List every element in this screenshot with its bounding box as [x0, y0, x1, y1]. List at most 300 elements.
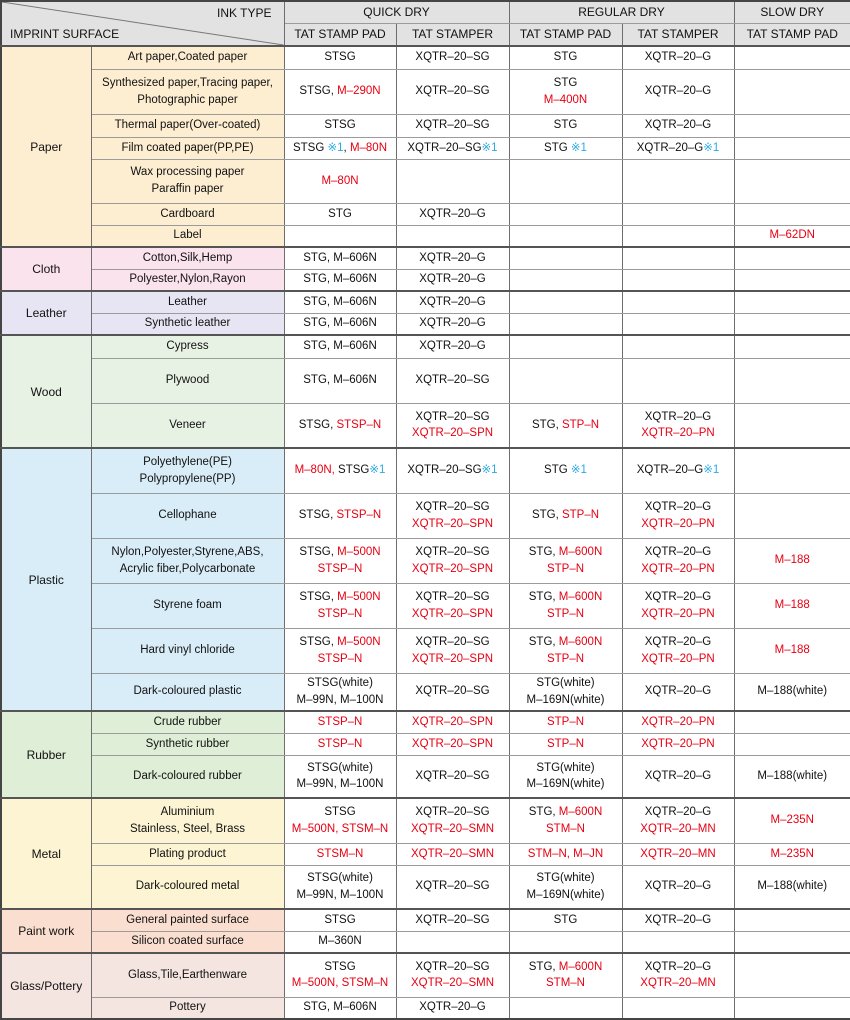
- surface-label: Plating product: [149, 847, 226, 860]
- surface-label: Synthesized paper,Tracing paper,: [102, 76, 273, 89]
- ink-cell: [734, 114, 850, 137]
- ink-cell: [284, 909, 396, 931]
- ink-cell: [734, 909, 850, 931]
- surface-label: Dark-coloured metal: [135, 880, 240, 893]
- surface-label: Silicon coated surface: [131, 935, 244, 948]
- ink-code: STG, M–606N: [303, 340, 377, 353]
- ink-code: XQTR–20–SPN: [411, 737, 494, 750]
- ink-code: STSG,: [298, 509, 337, 522]
- surface-cell: [91, 931, 284, 953]
- ink-cell: [396, 798, 509, 843]
- ink-cell: [622, 865, 734, 909]
- table-row: [1, 798, 850, 843]
- ink-code: STSG: [324, 51, 356, 64]
- ink-cell: [284, 159, 396, 203]
- ink-code: M–188: [774, 644, 810, 657]
- ink-code: M–600N: [558, 545, 603, 558]
- ink-code: STSG(white): [307, 761, 373, 774]
- surface-label: Photographic paper: [137, 93, 238, 106]
- ink-code: STG: [553, 76, 578, 89]
- ink-cell: [734, 159, 850, 203]
- ink-code: XQTR–20–SG: [415, 913, 490, 926]
- ink-cell: [622, 137, 734, 159]
- subcol-slow-dry-stamp-pad: TAT STAMP PAD: [734, 23, 850, 46]
- ink-cell: [284, 628, 396, 673]
- table-row: [1, 755, 850, 798]
- ink-cell: [396, 313, 509, 335]
- surface-label: Glass,Tile,Earthenware: [127, 968, 248, 981]
- ink-code: XQTR–20–SPN: [411, 652, 494, 665]
- ink-cell: [622, 159, 734, 203]
- ink-code: STP–N: [561, 418, 600, 431]
- ink-cell: [734, 493, 850, 538]
- ink-code: STG: [553, 51, 578, 64]
- ink-code: XQTR–20–G: [644, 806, 712, 819]
- ink-code: XQTR–20–SG: [415, 500, 490, 513]
- ink-code: XQTR–20–SMN: [410, 977, 495, 990]
- surface-cell: [91, 909, 284, 931]
- ink-code: STG, M–606N: [303, 251, 377, 264]
- ink-code: M–235N: [770, 814, 814, 827]
- ink-code: XQTR–20–G: [644, 51, 712, 64]
- ink-code: STG, M–606N: [303, 273, 377, 286]
- ink-cell: [396, 114, 509, 137]
- surface-label: General painted surface: [126, 913, 249, 926]
- ink-code: STSG(white): [307, 872, 373, 885]
- ink-code: M–62DN: [769, 229, 815, 242]
- ink-cell: [396, 247, 509, 269]
- ink-cell: [509, 69, 622, 114]
- category-rubber: Rubber: [1, 711, 91, 798]
- ink-code: ※1: [327, 141, 344, 154]
- table-body: [1, 46, 850, 1019]
- ink-cell: [396, 733, 509, 755]
- ink-cell: [509, 448, 622, 493]
- table-row: [1, 247, 850, 269]
- table-row: [1, 335, 850, 358]
- ink-cell: [284, 931, 396, 953]
- ink-code: M–235N: [770, 847, 814, 860]
- surface-cell: [91, 755, 284, 798]
- ink-code: ※1: [570, 464, 587, 477]
- ink-cell: [509, 953, 622, 997]
- ink-cell: [509, 997, 622, 1019]
- ink-code: XQTR–20–SG: [415, 685, 490, 698]
- ink-code: STG(white): [536, 872, 595, 885]
- ink-code: M–600N: [558, 960, 603, 973]
- ink-code: STG,: [528, 806, 559, 819]
- ink-cell: [284, 46, 396, 69]
- table-row: [1, 403, 850, 448]
- ink-cell: [622, 843, 734, 865]
- ink-code: STM–N: [546, 977, 585, 990]
- ink-cell: [396, 673, 509, 711]
- ink-code: XQTR–20–SG: [415, 590, 490, 603]
- subcol-regular-dry-stamper: TAT STAMPER: [622, 23, 734, 46]
- subcol-quick-dry-stamp-pad: TAT STAMP PAD: [284, 23, 396, 46]
- table-row: [1, 69, 850, 114]
- surface-cell: [91, 269, 284, 291]
- ink-cell: [622, 403, 734, 448]
- ink-code: XQTR–20–PN: [641, 517, 715, 530]
- ink-cell: [734, 798, 850, 843]
- ink-code: M–500N: [337, 545, 381, 558]
- ink-code: XQTR–20–G: [644, 590, 712, 603]
- ink-code: STP–N: [546, 607, 585, 620]
- ink-code: STP–N: [546, 715, 585, 728]
- ink-cell: [509, 733, 622, 755]
- ink-code: STG: [544, 464, 571, 477]
- ink-code: XQTR–20–G: [644, 913, 712, 926]
- ink-cell: [622, 538, 734, 583]
- ink-code: XQTR–20–G: [644, 960, 712, 973]
- ink-cell: [509, 137, 622, 159]
- ink-code: STP–N: [561, 509, 600, 522]
- surface-label: Styrene foam: [153, 599, 222, 612]
- surface-label: Thermal paper(Over-coated): [114, 119, 261, 132]
- surface-cell: [91, 46, 284, 69]
- ink-cell: [734, 225, 850, 247]
- ink-code: M–500N, STSM–N: [291, 977, 389, 990]
- ink-cell: [509, 538, 622, 583]
- ink-cell: [734, 843, 850, 865]
- ink-code: ※1: [481, 141, 498, 154]
- col-group-slow-dry: SLOW DRY: [734, 1, 850, 23]
- ink-code: XQTR–20–G: [419, 295, 486, 308]
- surface-cell: [91, 733, 284, 755]
- ink-cell: [622, 997, 734, 1019]
- surface-label: Film coated paper(PP,PE): [121, 141, 254, 154]
- ink-code: XQTR–20–SG: [415, 545, 490, 558]
- surface-label: Veneer: [169, 418, 206, 431]
- ink-cell: [622, 953, 734, 997]
- table-row: [1, 203, 850, 225]
- ink-cell: [509, 313, 622, 335]
- col-group-regular-dry: REGULAR DRY: [509, 1, 734, 23]
- ink-cell: [734, 865, 850, 909]
- ink-code: STG(white): [536, 761, 595, 774]
- ink-code: M–600N: [558, 806, 603, 819]
- ink-code: STSP–N: [317, 562, 363, 575]
- surface-cell: [91, 493, 284, 538]
- ink-cell: [284, 358, 396, 403]
- ink-code: M–80N: [349, 141, 388, 154]
- surface-label: Cardboard: [160, 207, 215, 220]
- ink-code: XQTR–20–SMN: [410, 822, 495, 835]
- ink-cell: [396, 711, 509, 733]
- ink-code: M–188(white): [757, 880, 828, 893]
- table-row: [1, 313, 850, 335]
- ink-code: XQTR–20–G: [419, 340, 486, 353]
- ink-cell: [622, 673, 734, 711]
- ink-code: XQTR–20–SG: [407, 141, 482, 154]
- table-row: [1, 291, 850, 313]
- ink-cell: [284, 953, 396, 997]
- ink-code: XQTR–20–SG: [415, 119, 490, 132]
- ink-code: XQTR–20–SG: [415, 410, 490, 423]
- ink-cell: [622, 203, 734, 225]
- ink-cell: [622, 358, 734, 403]
- ink-cell: [284, 493, 396, 538]
- surface-cell: [91, 628, 284, 673]
- table-row: [1, 997, 850, 1019]
- surface-cell: [91, 953, 284, 997]
- ink-code: M–169N(white): [526, 778, 605, 791]
- ink-code: M–500N, STSM–N: [291, 822, 389, 835]
- table-row: [1, 493, 850, 538]
- ink-cell: [509, 628, 622, 673]
- ink-code: ,: [343, 141, 350, 154]
- ink-code: XQTR–20–SG: [415, 960, 490, 973]
- ink-code: STSG: [334, 464, 370, 477]
- surface-label: Polypropylene(PP): [139, 472, 236, 485]
- surface-cell: [91, 865, 284, 909]
- ink-code: STSG,: [299, 590, 338, 603]
- ink-code: STP–N: [546, 562, 585, 575]
- corner-label-ink-type: INK TYPE: [217, 6, 272, 20]
- ink-code: XQTR–20–G: [636, 464, 704, 477]
- surface-cell: [91, 159, 284, 203]
- ink-code: ※1: [703, 141, 720, 154]
- ink-cell: [734, 628, 850, 673]
- ink-cell: [622, 448, 734, 493]
- ink-code: M–290N: [337, 85, 381, 98]
- ink-code: XQTR–20–G: [419, 273, 486, 286]
- category-metal: Metal: [1, 798, 91, 909]
- ink-code: XQTR–20–G: [644, 85, 712, 98]
- ink-cell: [622, 931, 734, 953]
- category-plastic: Plastic: [1, 448, 91, 711]
- surface-label: Cellophane: [158, 509, 217, 522]
- ink-code: STG, M–606N: [303, 1001, 377, 1014]
- ink-cell: [396, 538, 509, 583]
- table-row: [1, 225, 850, 247]
- ink-cell: [284, 291, 396, 313]
- ink-cell: [284, 114, 396, 137]
- ink-code: XQTR–20–SMN: [410, 847, 495, 860]
- ink-cell: [396, 291, 509, 313]
- ink-code: STM–N, M–JN: [527, 847, 604, 860]
- ink-cell: [396, 997, 509, 1019]
- corner-label-imprint-surface: IMPRINT SURFACE: [10, 27, 120, 41]
- table-row: [1, 711, 850, 733]
- ink-cell: [284, 583, 396, 628]
- category-paint-work: Paint work: [1, 909, 91, 953]
- category-wood: Wood: [1, 335, 91, 448]
- ink-cell: [734, 538, 850, 583]
- ink-cell: [622, 335, 734, 358]
- surface-cell: [91, 291, 284, 313]
- ink-code: STSG,: [299, 635, 338, 648]
- ink-cell: [396, 137, 509, 159]
- ink-cell: [284, 69, 396, 114]
- surface-label: Crude rubber: [153, 715, 222, 728]
- ink-cell: [509, 673, 622, 711]
- ink-cell: [396, 493, 509, 538]
- ink-cell: [622, 583, 734, 628]
- ink-cell: [396, 909, 509, 931]
- ink-cell: [622, 291, 734, 313]
- ink-code: M–99N, M–100N: [296, 693, 384, 706]
- table-header: [1, 1, 850, 46]
- ink-code: STG,: [528, 635, 559, 648]
- ink-code: XQTR–20–PN: [641, 427, 715, 440]
- ink-code: ※1: [703, 464, 720, 477]
- category-leather: Leather: [1, 291, 91, 335]
- ink-cell: [284, 538, 396, 583]
- ink-code: STG,: [528, 960, 559, 973]
- ink-cell: [509, 865, 622, 909]
- surface-cell: [91, 69, 284, 114]
- category-cloth: Cloth: [1, 247, 91, 291]
- ink-cell: [396, 69, 509, 114]
- ink-cell: [622, 114, 734, 137]
- ink-cell: [284, 843, 396, 865]
- ink-code: STSG: [324, 960, 356, 973]
- ink-cell: [509, 114, 622, 137]
- ink-code: XQTR–20–SG: [415, 51, 490, 64]
- ink-code: STSG,: [299, 545, 338, 558]
- ink-cell: [734, 733, 850, 755]
- ink-code: STG,: [531, 418, 562, 431]
- ink-code: STSP–N: [317, 652, 363, 665]
- ink-code: M–500N: [337, 635, 381, 648]
- ink-cell: [622, 46, 734, 69]
- ink-cell: [396, 358, 509, 403]
- ink-cell: [284, 203, 396, 225]
- ink-cell: [284, 755, 396, 798]
- ink-cell: [734, 931, 850, 953]
- ink-code: XQTR–20–SG: [407, 464, 482, 477]
- ink-code: STG, M–606N: [303, 317, 377, 330]
- ink-code: STSP–N: [317, 737, 363, 750]
- ink-cell: [284, 798, 396, 843]
- ink-cell: [396, 225, 509, 247]
- ink-cell: [396, 159, 509, 203]
- ink-code: STSP–N: [336, 509, 382, 522]
- table-row: [1, 159, 850, 203]
- col-group-quick-dry: QUICK DRY: [284, 1, 509, 23]
- ink-code: STG,: [528, 590, 559, 603]
- surface-cell: [91, 798, 284, 843]
- ink-code: XQTR–20–G: [419, 1001, 486, 1014]
- surface-label: Dark-coloured plastic: [133, 685, 242, 698]
- ink-cell: [622, 247, 734, 269]
- ink-code: STG: [553, 119, 578, 132]
- ink-code: STSG: [324, 913, 356, 926]
- ink-cell: [734, 997, 850, 1019]
- surface-cell: [91, 711, 284, 733]
- ink-code: M–99N, M–100N: [296, 888, 384, 901]
- ink-code: M–600N: [558, 635, 603, 648]
- ink-cell: [734, 358, 850, 403]
- ink-cell: [396, 403, 509, 448]
- ink-cell: [284, 673, 396, 711]
- surface-label: Aluminium: [160, 806, 215, 819]
- table-row: [1, 953, 850, 997]
- surface-label: Polyester,Nylon,Rayon: [129, 273, 246, 286]
- surface-label: Acrylic fiber,Polycarbonate: [119, 562, 256, 575]
- ink-cell: [509, 798, 622, 843]
- ink-cell: [734, 69, 850, 114]
- ink-cell: [622, 69, 734, 114]
- surface-label: Paraffin paper: [151, 183, 224, 195]
- ink-code: STSP–N: [317, 715, 363, 728]
- surface-cell: [91, 673, 284, 711]
- ink-cell: [284, 313, 396, 335]
- ink-code: STG,: [528, 545, 559, 558]
- ink-code: XQTR–20–SPN: [411, 715, 494, 728]
- surface-cell: [91, 403, 284, 448]
- ink-code: XQTR–20–SG: [415, 806, 490, 819]
- surface-label: Cotton,Silk,Hemp: [142, 251, 233, 264]
- ink-code: STSG: [324, 806, 356, 819]
- surface-label: Polyethylene(PE): [143, 456, 232, 469]
- ink-code: ※1: [481, 464, 498, 477]
- ink-code: XQTR–20–MN: [640, 822, 716, 835]
- surface-label: Cypress: [166, 340, 209, 353]
- ink-code: M–80N,: [294, 464, 335, 477]
- table-row: [1, 865, 850, 909]
- table-row: [1, 114, 850, 137]
- ink-code: M–500N: [337, 590, 381, 603]
- ink-code: M–188(white): [757, 769, 828, 782]
- ink-code: XQTR–20–MN: [640, 977, 716, 990]
- ink-code: ※1: [570, 141, 587, 154]
- subcol-regular-dry-stamp-pad: TAT STAMP PAD: [509, 23, 622, 46]
- ink-code: STSM–N: [316, 847, 364, 860]
- ink-cell: [734, 448, 850, 493]
- ink-cell: [622, 909, 734, 931]
- ink-cell: [734, 291, 850, 313]
- ink-cell: [734, 583, 850, 628]
- ink-code: XQTR–20–G: [644, 769, 712, 782]
- ink-code: XQTR–20–SG: [415, 769, 490, 782]
- ink-code: XQTR–20–SPN: [411, 607, 494, 620]
- ink-code: XQTR–20–G: [636, 141, 704, 154]
- ink-cell: [284, 335, 396, 358]
- category-paper: Paper: [1, 46, 91, 247]
- ink-cell: [509, 358, 622, 403]
- surface-cell: [91, 538, 284, 583]
- surface-label: Plywood: [165, 374, 210, 387]
- ink-cell: [396, 583, 509, 628]
- surface-label: Hard vinyl chloride: [140, 644, 235, 657]
- ink-code: XQTR–20–PN: [641, 652, 715, 665]
- ink-cell: [509, 755, 622, 798]
- ink-code: STM–N: [546, 822, 585, 835]
- table-row: [1, 538, 850, 583]
- ink-cell: [734, 953, 850, 997]
- ink-cell: [622, 798, 734, 843]
- table-row: [1, 583, 850, 628]
- ink-cell: [622, 628, 734, 673]
- ink-code: STSG: [324, 119, 356, 132]
- surface-cell: [91, 203, 284, 225]
- ink-cell: [284, 733, 396, 755]
- ink-cell: [396, 46, 509, 69]
- ink-cell: [396, 843, 509, 865]
- ink-cell: [396, 335, 509, 358]
- table-row: [1, 931, 850, 953]
- ink-cell: [284, 247, 396, 269]
- ink-code: STSG,: [299, 85, 338, 98]
- ink-cell: [622, 755, 734, 798]
- ink-code: M–400N: [543, 93, 588, 106]
- ink-cell: [509, 159, 622, 203]
- ink-code: M–169N(white): [526, 693, 605, 706]
- ink-code: XQTR–20–SG: [415, 635, 490, 648]
